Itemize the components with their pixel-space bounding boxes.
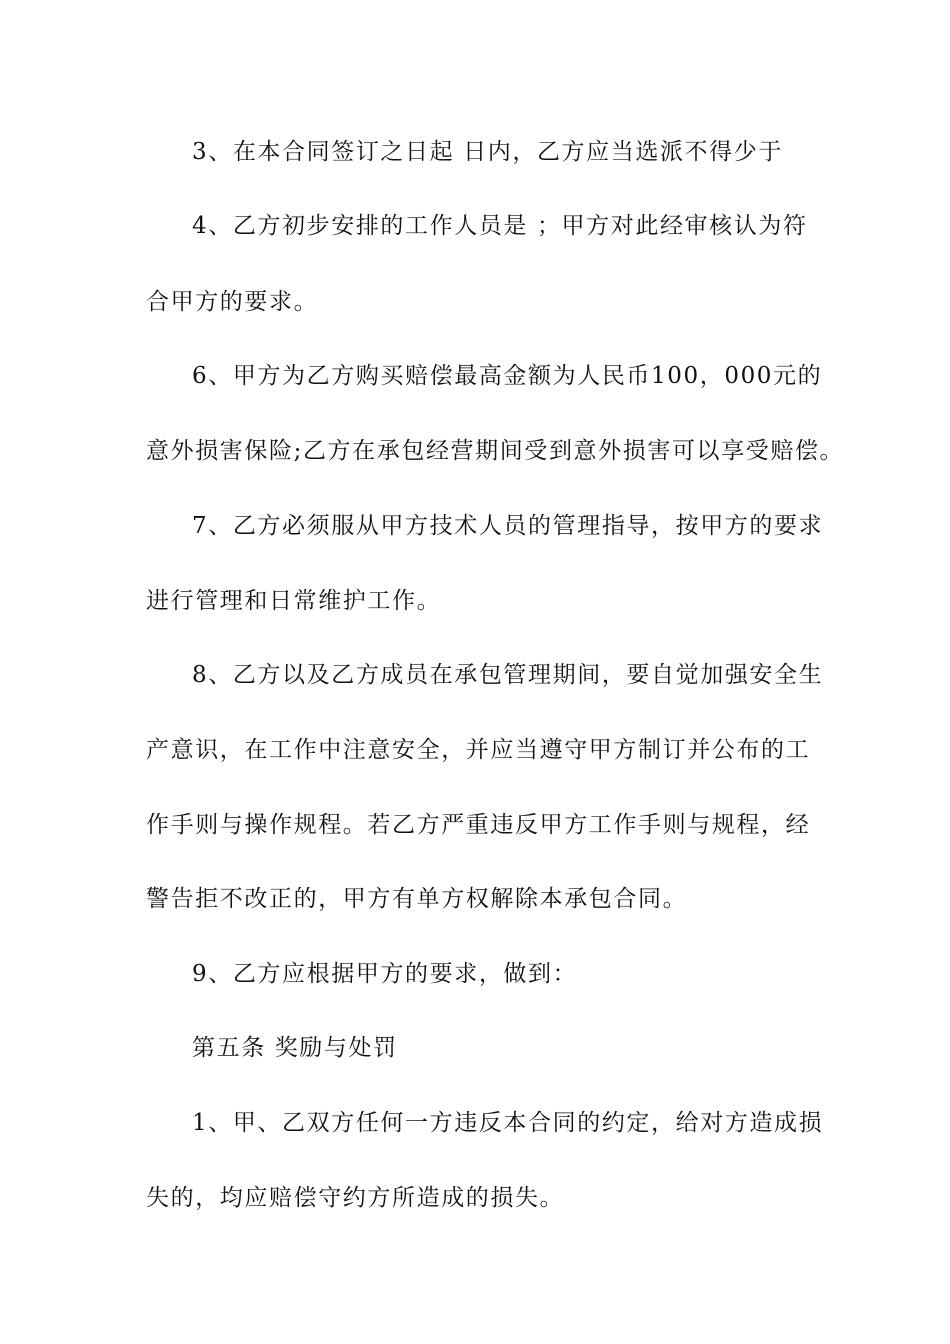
paragraph-line: 8、乙方以及乙方成员在承包管理期间，要自觉加强安全生 — [192, 662, 824, 688]
paragraph-line: 意外损害保险;乙方在承包经营期间受到意外损害可以享受赔偿。 — [146, 438, 845, 464]
paragraph-line: 6、甲方为乙方购买赔偿最高金额为人民币100，000元的 — [192, 363, 823, 389]
paragraph-line: 合甲方的要求。 — [146, 289, 319, 315]
paragraph-line: 作手则与操作规程。若乙方严重违反甲方工作手则与规程，经 — [146, 812, 811, 838]
paragraph-line: 1、甲、乙双方任何一方违反本合同的约定，给对方造成损 — [192, 1110, 824, 1136]
paragraph-line: 失的，均应赔偿守约方所造成的损失。 — [146, 1185, 565, 1211]
paragraph-line: 3、在本合同签订之日起 日内，乙方应当选派不得少于 — [192, 139, 783, 165]
paragraph-line: 7、乙方必须服从甲方技术人员的管理指导，按甲方的要求 — [192, 513, 824, 539]
paragraph-line: 产意识，在工作中注意安全，并应当遵守甲方制订并公布的工 — [146, 737, 811, 763]
paragraph-line: 警告拒不改正的，甲方有单方权解除本承包合同。 — [146, 886, 688, 912]
paragraph-line: 9、乙方应根据甲方的要求，做到： — [192, 961, 578, 987]
paragraph-line: 进行管理和日常维护工作。 — [146, 588, 442, 614]
paragraph-line: 4、乙方初步安排的工作人员是 ；甲方对此经审核认为符 — [192, 213, 808, 239]
section-heading: 第五条 奖励与处罚 — [192, 1035, 398, 1061]
